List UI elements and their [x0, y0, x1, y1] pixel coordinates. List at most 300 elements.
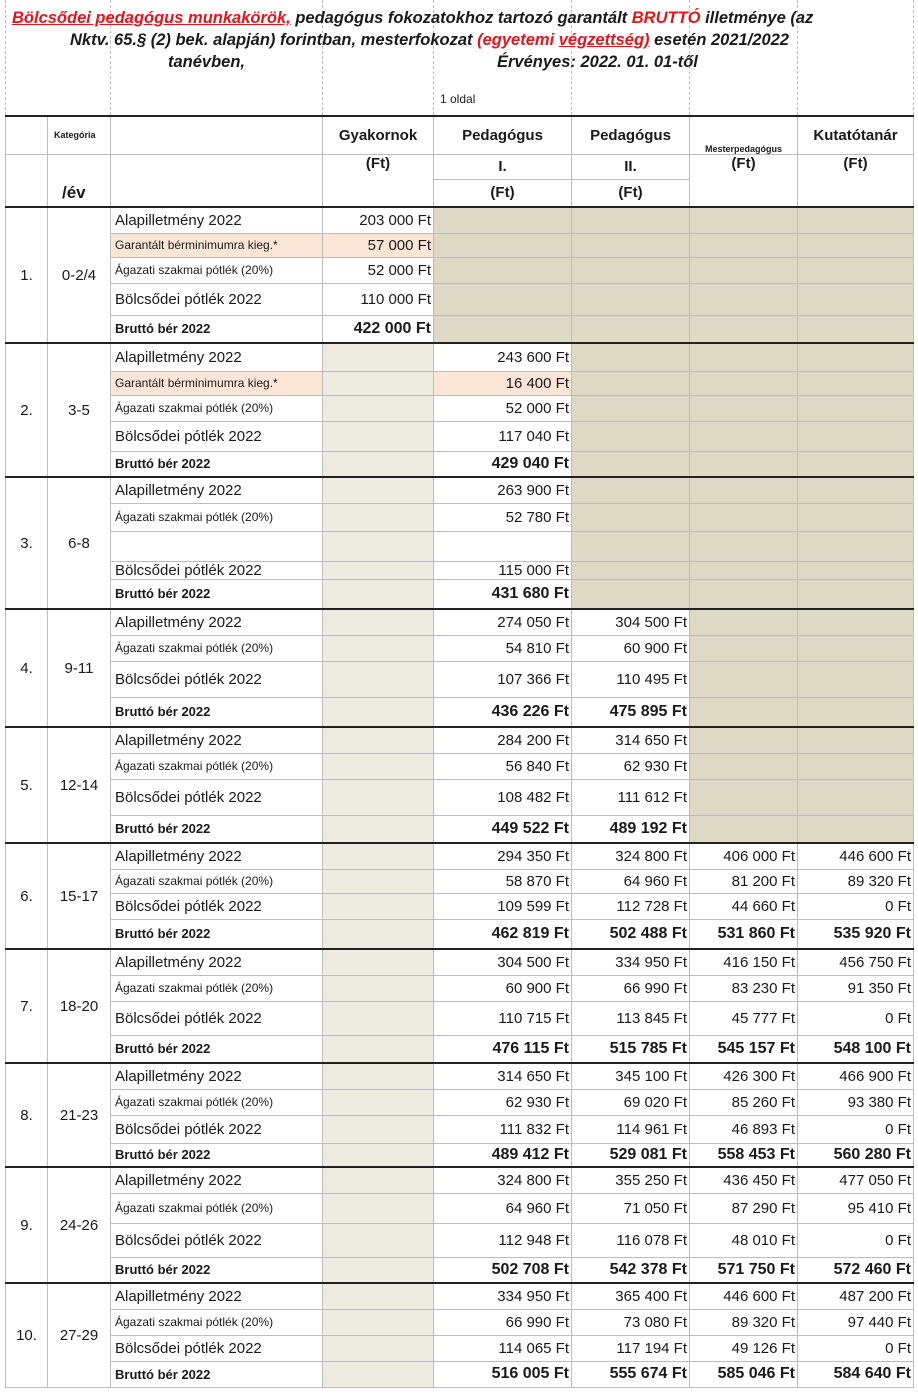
table-row [6, 1283, 914, 1309]
salary-cell [690, 503, 798, 531]
salary-cell: 112 728 Ft [572, 893, 690, 919]
salary-cell: 585 046 Ft [690, 1361, 798, 1387]
table-row [6, 1143, 914, 1167]
row-label-agazati: Ágazati szakmai pótlék (20%) [111, 1089, 323, 1115]
salary-cell: 429 040 Ft [434, 451, 572, 477]
salary-cell [798, 477, 914, 503]
salary-cell: 314 650 Ft [572, 727, 690, 753]
salary-cell [323, 1335, 434, 1361]
salary-cell: 89 320 Ft [798, 869, 914, 893]
salary-cell: 436 450 Ft [690, 1167, 798, 1193]
table-row [6, 1167, 914, 1193]
pedagogus1-header: Pedagógus [434, 116, 572, 154]
table-row [6, 233, 914, 257]
table-row [6, 949, 914, 975]
row-label-agazati: Ágazati szakmai pótlék (20%) [111, 753, 323, 779]
salary-cell: 93 380 Ft [798, 1089, 914, 1115]
salary-cell [323, 1063, 434, 1089]
row-label-alap: Alapilletmény 2022 [111, 949, 323, 975]
table-row [6, 1335, 914, 1361]
salary-cell [798, 343, 914, 371]
pedagogus1-level: I. [434, 154, 572, 179]
row-label-bolcsodei: Bölcsődei pótlék 2022 [111, 661, 323, 697]
salary-cell [690, 395, 798, 421]
salary-cell: 110 715 Ft [434, 1001, 572, 1035]
document-title [0, 0, 918, 82]
category-years: 15-17 [48, 843, 111, 949]
salary-cell: 66 990 Ft [572, 975, 690, 1001]
title-red-part: Bölcsődei pedagógus munkakörök, [12, 9, 291, 27]
salary-cell [323, 843, 434, 869]
table-row [6, 579, 914, 609]
salary-cell: 446 600 Ft [690, 1283, 798, 1309]
salary-cell: 571 750 Ft [690, 1257, 798, 1283]
salary-cell: 89 320 Ft [690, 1309, 798, 1335]
table-row [6, 207, 914, 233]
salary-cell [323, 635, 434, 661]
table-row [6, 635, 914, 661]
salary-cell: 62 930 Ft [572, 753, 690, 779]
table-row [6, 371, 914, 395]
salary-cell [572, 477, 690, 503]
kutatotanar-unit: (Ft) [798, 154, 914, 179]
salary-cell [798, 371, 914, 395]
salary-cell: 487 200 Ft [798, 1283, 914, 1309]
salary-cell: 85 260 Ft [690, 1089, 798, 1115]
salary-cell [323, 1193, 434, 1223]
title-line3a: tanévben, [168, 53, 246, 71]
row-label-agazati: Ágazati szakmai pótlék (20%) [111, 503, 323, 531]
row-label-garantalt: Garantált bérminimumra kieg.* [111, 371, 323, 395]
category-number: 8. [6, 1063, 48, 1167]
row-label-brutto: Bruttó bér 2022 [111, 1257, 323, 1283]
header-cell [323, 179, 434, 207]
salary-cell: 16 400 Ft [434, 371, 572, 395]
table-row [6, 283, 914, 315]
row-label-brutto: Bruttó bér 2022 [111, 315, 323, 343]
spacer-cell [111, 531, 323, 561]
salary-cell: 545 157 Ft [690, 1035, 798, 1063]
salary-cell [690, 477, 798, 503]
salary-cell [572, 421, 690, 451]
salary-cell: 345 100 Ft [572, 1063, 690, 1089]
salary-cell: 87 290 Ft [690, 1193, 798, 1223]
salary-cell [690, 753, 798, 779]
row-label-agazati: Ágazati szakmai pótlék (20%) [111, 257, 323, 283]
salary-cell: 304 500 Ft [434, 949, 572, 975]
category-number: 2. [6, 343, 48, 477]
salary-cell: 114 961 Ft [572, 1115, 690, 1143]
table-row [6, 1223, 914, 1257]
salary-cell: 529 081 Ft [572, 1143, 690, 1167]
table-row [6, 1361, 914, 1387]
salary-cell [323, 609, 434, 635]
header-row [6, 179, 914, 207]
header-row [6, 154, 914, 179]
salary-cell [434, 257, 572, 283]
table-row [6, 893, 914, 919]
salary-cell: 97 440 Ft [798, 1309, 914, 1335]
table-row [6, 919, 914, 949]
row-label-bolcsodei: Bölcsődei pótlék 2022 [111, 283, 323, 315]
salary-cell [798, 395, 914, 421]
salary-cell [798, 233, 914, 257]
header-cell [48, 154, 111, 179]
salary-cell: 572 460 Ft [798, 1257, 914, 1283]
category-years: 9-11 [48, 609, 111, 727]
pedagogus2-level: II. [572, 154, 690, 179]
salary-cell: 60 900 Ft [572, 635, 690, 661]
category-years: 18-20 [48, 949, 111, 1063]
salary-cell: 555 674 Ft [572, 1361, 690, 1387]
salary-cell: 107 366 Ft [434, 661, 572, 697]
salary-cell [690, 779, 798, 815]
header-cell [111, 154, 323, 179]
header-cell [111, 116, 323, 154]
row-label-agazati: Ágazati szakmai pótlék (20%) [111, 1309, 323, 1335]
salary-cell [323, 1361, 434, 1387]
row-label-bolcsodei: Bölcsődei pótlék 2022 [111, 893, 323, 919]
salary-cell: 542 378 Ft [572, 1257, 690, 1283]
salary-cell: 548 100 Ft [798, 1035, 914, 1063]
salary-cell [323, 869, 434, 893]
salary-cell [798, 207, 914, 233]
row-label-bolcsodei: Bölcsődei pótlék 2022 [111, 1115, 323, 1143]
salary-table [5, 115, 914, 1388]
salary-cell: 71 050 Ft [572, 1193, 690, 1223]
salary-cell: 449 522 Ft [434, 815, 572, 843]
salary-cell: 203 000 Ft [323, 207, 434, 233]
salary-cell [690, 371, 798, 395]
row-label-alap: Alapilletmény 2022 [111, 609, 323, 635]
salary-cell: 422 000 Ft [323, 315, 434, 343]
pedagogus1-unit: (Ft) [434, 179, 572, 207]
row-label-agazati: Ágazati szakmai pótlék (20%) [111, 395, 323, 421]
salary-cell [434, 283, 572, 315]
salary-cell [572, 371, 690, 395]
table-row [6, 609, 914, 635]
table-row [6, 343, 914, 371]
salary-cell [323, 727, 434, 753]
row-label-alap: Alapilletmény 2022 [111, 477, 323, 503]
salary-cell [572, 343, 690, 371]
table-row [6, 1035, 914, 1063]
category-years: 3-5 [48, 343, 111, 477]
spacer-cell [572, 531, 690, 561]
salary-cell [572, 395, 690, 421]
salary-cell [323, 1035, 434, 1063]
salary-cell [690, 233, 798, 257]
salary-cell: 502 708 Ft [434, 1257, 572, 1283]
category-years: 27-29 [48, 1283, 111, 1387]
salary-cell [323, 975, 434, 1001]
table-row [6, 1257, 914, 1283]
row-label-brutto: Bruttó bér 2022 [111, 815, 323, 843]
salary-cell [572, 257, 690, 283]
salary-cell [323, 697, 434, 727]
row-label-brutto: Bruttó bér 2022 [111, 1361, 323, 1387]
salary-cell [798, 283, 914, 315]
salary-cell: 475 895 Ft [572, 697, 690, 727]
salary-cell [434, 315, 572, 343]
salary-cell [798, 697, 914, 727]
table-row [6, 753, 914, 779]
row-label-agazati: Ágazati szakmai pótlék (20%) [111, 1193, 323, 1223]
salary-cell: 274 050 Ft [434, 609, 572, 635]
kutatotanar-header: Kutatótanár [798, 116, 914, 154]
salary-cell [434, 233, 572, 257]
category-number: 9. [6, 1167, 48, 1283]
salary-cell: 446 600 Ft [798, 843, 914, 869]
table-row [6, 697, 914, 727]
salary-cell [798, 257, 914, 283]
row-label-alap: Alapilletmény 2022 [111, 207, 323, 233]
salary-cell [798, 561, 914, 579]
category-number: 1. [6, 207, 48, 343]
table-row [6, 975, 914, 1001]
pedagogus2-unit: (Ft) [572, 179, 690, 207]
row-label-bolcsodei: Bölcsődei pótlék 2022 [111, 1001, 323, 1035]
salary-cell: 52 000 Ft [434, 395, 572, 421]
table-row [6, 815, 914, 843]
table-row [6, 1193, 914, 1223]
category-number: 5. [6, 727, 48, 843]
salary-cell: 66 990 Ft [434, 1309, 572, 1335]
header-cell [6, 179, 48, 207]
salary-cell [323, 1309, 434, 1335]
salary-cell: 54 810 Ft [434, 635, 572, 661]
salary-cell [323, 451, 434, 477]
salary-cell: 108 482 Ft [434, 779, 572, 815]
salary-cell: 324 800 Ft [572, 843, 690, 869]
salary-cell: 60 900 Ft [434, 975, 572, 1001]
salary-cell [798, 727, 914, 753]
category-years: 0-2/4 [48, 207, 111, 343]
salary-cell: 48 010 Ft [690, 1223, 798, 1257]
salary-cell: 117 194 Ft [572, 1335, 690, 1361]
salary-cell [323, 421, 434, 451]
salary-cell: 113 845 Ft [572, 1001, 690, 1035]
salary-cell: 69 020 Ft [572, 1089, 690, 1115]
salary-cell: 466 900 Ft [798, 1063, 914, 1089]
kategoria-header: Kategória [48, 116, 111, 154]
salary-cell [323, 1257, 434, 1283]
salary-cell [323, 779, 434, 815]
salary-cell: 263 900 Ft [434, 477, 572, 503]
salary-cell [323, 477, 434, 503]
salary-cell: 52 780 Ft [434, 503, 572, 531]
table-row [6, 727, 914, 753]
salary-cell [690, 451, 798, 477]
salary-cell [690, 207, 798, 233]
salary-cell: 49 126 Ft [690, 1335, 798, 1361]
salary-cell: 111 832 Ft [434, 1115, 572, 1143]
salary-cell [798, 503, 914, 531]
header-cell [690, 179, 798, 207]
salary-cell [690, 257, 798, 283]
salary-cell [690, 815, 798, 843]
salary-cell: 52 000 Ft [323, 257, 434, 283]
salary-cell: 111 612 Ft [572, 779, 690, 815]
salary-cell: 558 453 Ft [690, 1143, 798, 1167]
row-label-bolcsodei: Bölcsődei pótlék 2022 [111, 1223, 323, 1257]
salary-cell: 489 412 Ft [434, 1143, 572, 1167]
salary-cell: 560 280 Ft [798, 1143, 914, 1167]
salary-cell: 406 000 Ft [690, 843, 798, 869]
table-row [6, 315, 914, 343]
salary-cell: 91 350 Ft [798, 975, 914, 1001]
title-valid-from: Érvényes: 2022. 01. 01-től [497, 53, 698, 71]
mesterpedagogus-header: Mesterpedagógus [690, 116, 798, 154]
salary-cell [690, 343, 798, 371]
salary-cell: 73 080 Ft [572, 1309, 690, 1335]
salary-cell [323, 371, 434, 395]
spacer-cell [323, 531, 434, 561]
salary-cell: 531 860 Ft [690, 919, 798, 949]
salary-cell: 57 000 Ft [323, 233, 434, 257]
salary-cell: 416 150 Ft [690, 949, 798, 975]
salary-cell [323, 1167, 434, 1193]
table-row [6, 257, 914, 283]
salary-cell [690, 661, 798, 697]
salary-cell [690, 697, 798, 727]
salary-cell [572, 561, 690, 579]
category-number: 10. [6, 1283, 48, 1387]
salary-cell: 64 960 Ft [572, 869, 690, 893]
salary-cell [798, 753, 914, 779]
category-number: 7. [6, 949, 48, 1063]
salary-cell [572, 207, 690, 233]
salary-cell [798, 635, 914, 661]
salary-cell: 0 Ft [798, 1001, 914, 1035]
salary-cell [690, 561, 798, 579]
header-row [6, 116, 914, 154]
salary-cell: 110 000 Ft [323, 283, 434, 315]
salary-cell [323, 893, 434, 919]
table-row [6, 503, 914, 531]
salary-cell: 324 800 Ft [434, 1167, 572, 1193]
table-row [6, 779, 914, 815]
row-label-bolcsodei: Bölcsődei pótlék 2022 [111, 421, 323, 451]
table-row [6, 1063, 914, 1089]
row-label-bolcsodei: Bölcsődei pótlék 2022 [111, 1335, 323, 1361]
salary-cell [690, 421, 798, 451]
salary-cell: 334 950 Ft [434, 1283, 572, 1309]
salary-cell [798, 451, 914, 477]
pedagogus2-header: Pedagógus [572, 116, 690, 154]
salary-cell: 46 893 Ft [690, 1115, 798, 1143]
row-label-brutto: Bruttó bér 2022 [111, 697, 323, 727]
table-row [6, 1089, 914, 1115]
row-label-brutto: Bruttó bér 2022 [111, 451, 323, 477]
salary-cell: 243 600 Ft [434, 343, 572, 371]
salary-cell: 516 005 Ft [434, 1361, 572, 1387]
row-label-alap: Alapilletmény 2022 [111, 1167, 323, 1193]
table-row [6, 561, 914, 579]
header-cell [6, 116, 48, 154]
salary-cell [434, 207, 572, 233]
salary-cell [323, 395, 434, 421]
spacer-cell [798, 531, 914, 561]
salary-cell: 365 400 Ft [572, 1283, 690, 1309]
category-number: 4. [6, 609, 48, 727]
salary-cell: 294 350 Ft [434, 843, 572, 869]
salary-cell: 456 750 Ft [798, 949, 914, 975]
salary-cell: 56 840 Ft [434, 753, 572, 779]
mesterpedagogus-unit: (Ft) [690, 154, 798, 179]
salary-cell: 535 920 Ft [798, 919, 914, 949]
salary-cell: 284 200 Ft [434, 727, 572, 753]
row-label-brutto: Bruttó bér 2022 [111, 579, 323, 609]
salary-cell: 117 040 Ft [434, 421, 572, 451]
salary-cell [323, 1283, 434, 1309]
category-years: 21-23 [48, 1063, 111, 1167]
row-label-garantalt: Garantált bérminimumra kieg.* [111, 233, 323, 257]
title-line2-red2: végzettség) [558, 31, 650, 49]
salary-cell [323, 1223, 434, 1257]
row-label-brutto: Bruttó bér 2022 [111, 1143, 323, 1167]
salary-cell: 62 930 Ft [434, 1089, 572, 1115]
salary-cell [323, 343, 434, 371]
salary-cell: 114 065 Ft [434, 1335, 572, 1361]
row-label-brutto: Bruttó bér 2022 [111, 1035, 323, 1063]
salary-cell: 0 Ft [798, 893, 914, 919]
row-label-bolcsodei: Bölcsődei pótlék 2022 [111, 561, 323, 579]
salary-cell: 116 078 Ft [572, 1223, 690, 1257]
salary-cell: 431 680 Ft [434, 579, 572, 609]
salary-cell: 426 300 Ft [690, 1063, 798, 1089]
row-label-alap: Alapilletmény 2022 [111, 727, 323, 753]
row-label-bolcsodei: Bölcsődei pótlék 2022 [111, 779, 323, 815]
category-number: 6. [6, 843, 48, 949]
salary-cell: 502 488 Ft [572, 919, 690, 949]
salary-cell [323, 1115, 434, 1143]
title-line2-start: Nktv. 65.§ (2) bek. alapján) forintban, mesterfokozat [70, 31, 478, 49]
salary-cell [323, 661, 434, 697]
salary-cell [572, 579, 690, 609]
salary-cell [323, 815, 434, 843]
salary-cell [572, 451, 690, 477]
salary-cell [323, 919, 434, 949]
page-label: 1 oldal [440, 92, 476, 106]
salary-cell: 489 192 Ft [572, 815, 690, 843]
salary-cell [690, 635, 798, 661]
table-row [6, 395, 914, 421]
salary-cell: 64 960 Ft [434, 1193, 572, 1223]
salary-cell [572, 315, 690, 343]
salary-cell: 58 870 Ft [434, 869, 572, 893]
salary-cell: 436 226 Ft [434, 697, 572, 727]
row-label-agazati: Ágazati szakmai pótlék (20%) [111, 635, 323, 661]
salary-cell [798, 661, 914, 697]
table-row [6, 661, 914, 697]
row-label-agazati: Ágazati szakmai pótlék (20%) [111, 869, 323, 893]
salary-cell [323, 1089, 434, 1115]
salary-cell [323, 1001, 434, 1035]
row-label-agazati: Ágazati szakmai pótlék (20%) [111, 975, 323, 1001]
title-line2-end: esetén 2021/2022 [649, 31, 789, 49]
salary-cell [798, 315, 914, 343]
table-row [6, 1115, 914, 1143]
row-label-alap: Alapilletmény 2022 [111, 343, 323, 371]
spacer-cell [434, 531, 572, 561]
salary-cell: 584 640 Ft [798, 1361, 914, 1387]
gyakornok-header: Gyakornok [323, 116, 434, 154]
category-years: 6-8 [48, 477, 111, 609]
title-mid: pedagógus fokozatokhoz tartozó garantált [290, 9, 632, 27]
table-row [6, 843, 914, 869]
salary-cell: 112 948 Ft [434, 1223, 572, 1257]
